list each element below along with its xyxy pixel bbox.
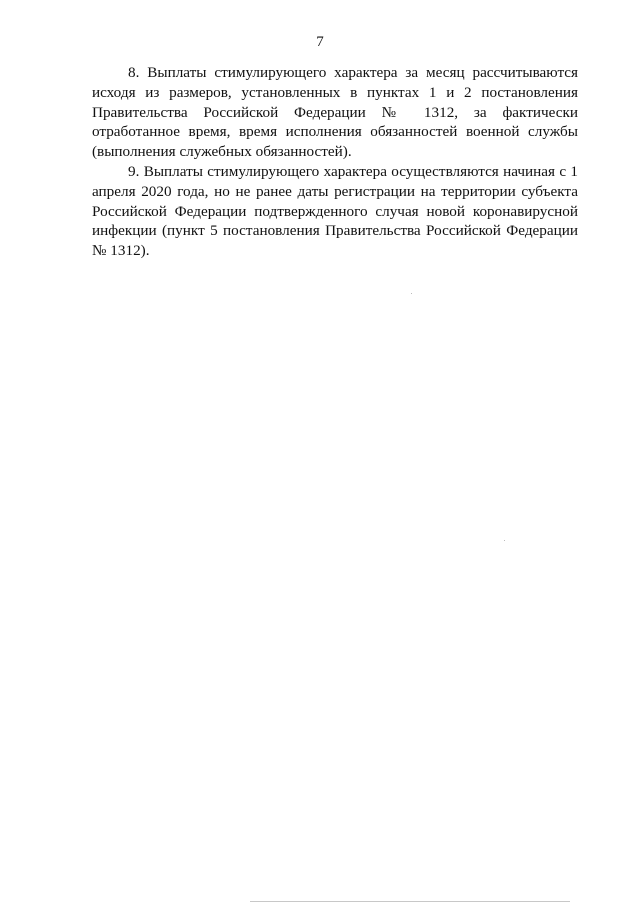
paragraph-8 bbox=[92, 63, 578, 162]
document-body bbox=[92, 63, 578, 261]
page-number: 7 bbox=[316, 34, 324, 50]
paragraph-text: Выплаты стимулирующего характера осуществляются начиная с 1 апреля 2020 года, но не ранее даты регистрации на территории субъекта Российской Федерации подтвержденного случая новой коронавирусной инфекции (пункт 5 постановления Правительства Российской Федерации № 1312). bbox=[92, 162, 578, 260]
scan-edge-line bbox=[250, 901, 570, 902]
scan-speck bbox=[411, 293, 412, 294]
scan-speck bbox=[504, 540, 505, 541]
paragraph-text: Выплаты стимулирующего характера за месяц рассчитываются исходя из размеров, установленных в пунктах 1 и 2 постановления Правительства Российской Федерации № 1312, за фактически отработанное время, время исполнения обязанностей военной службы (выполнения служебных обязанностей). bbox=[92, 64, 578, 161]
paragraph-number: 9. bbox=[128, 162, 140, 180]
paragraph-9 bbox=[92, 162, 578, 261]
paragraph-number: 8. bbox=[128, 64, 140, 81]
